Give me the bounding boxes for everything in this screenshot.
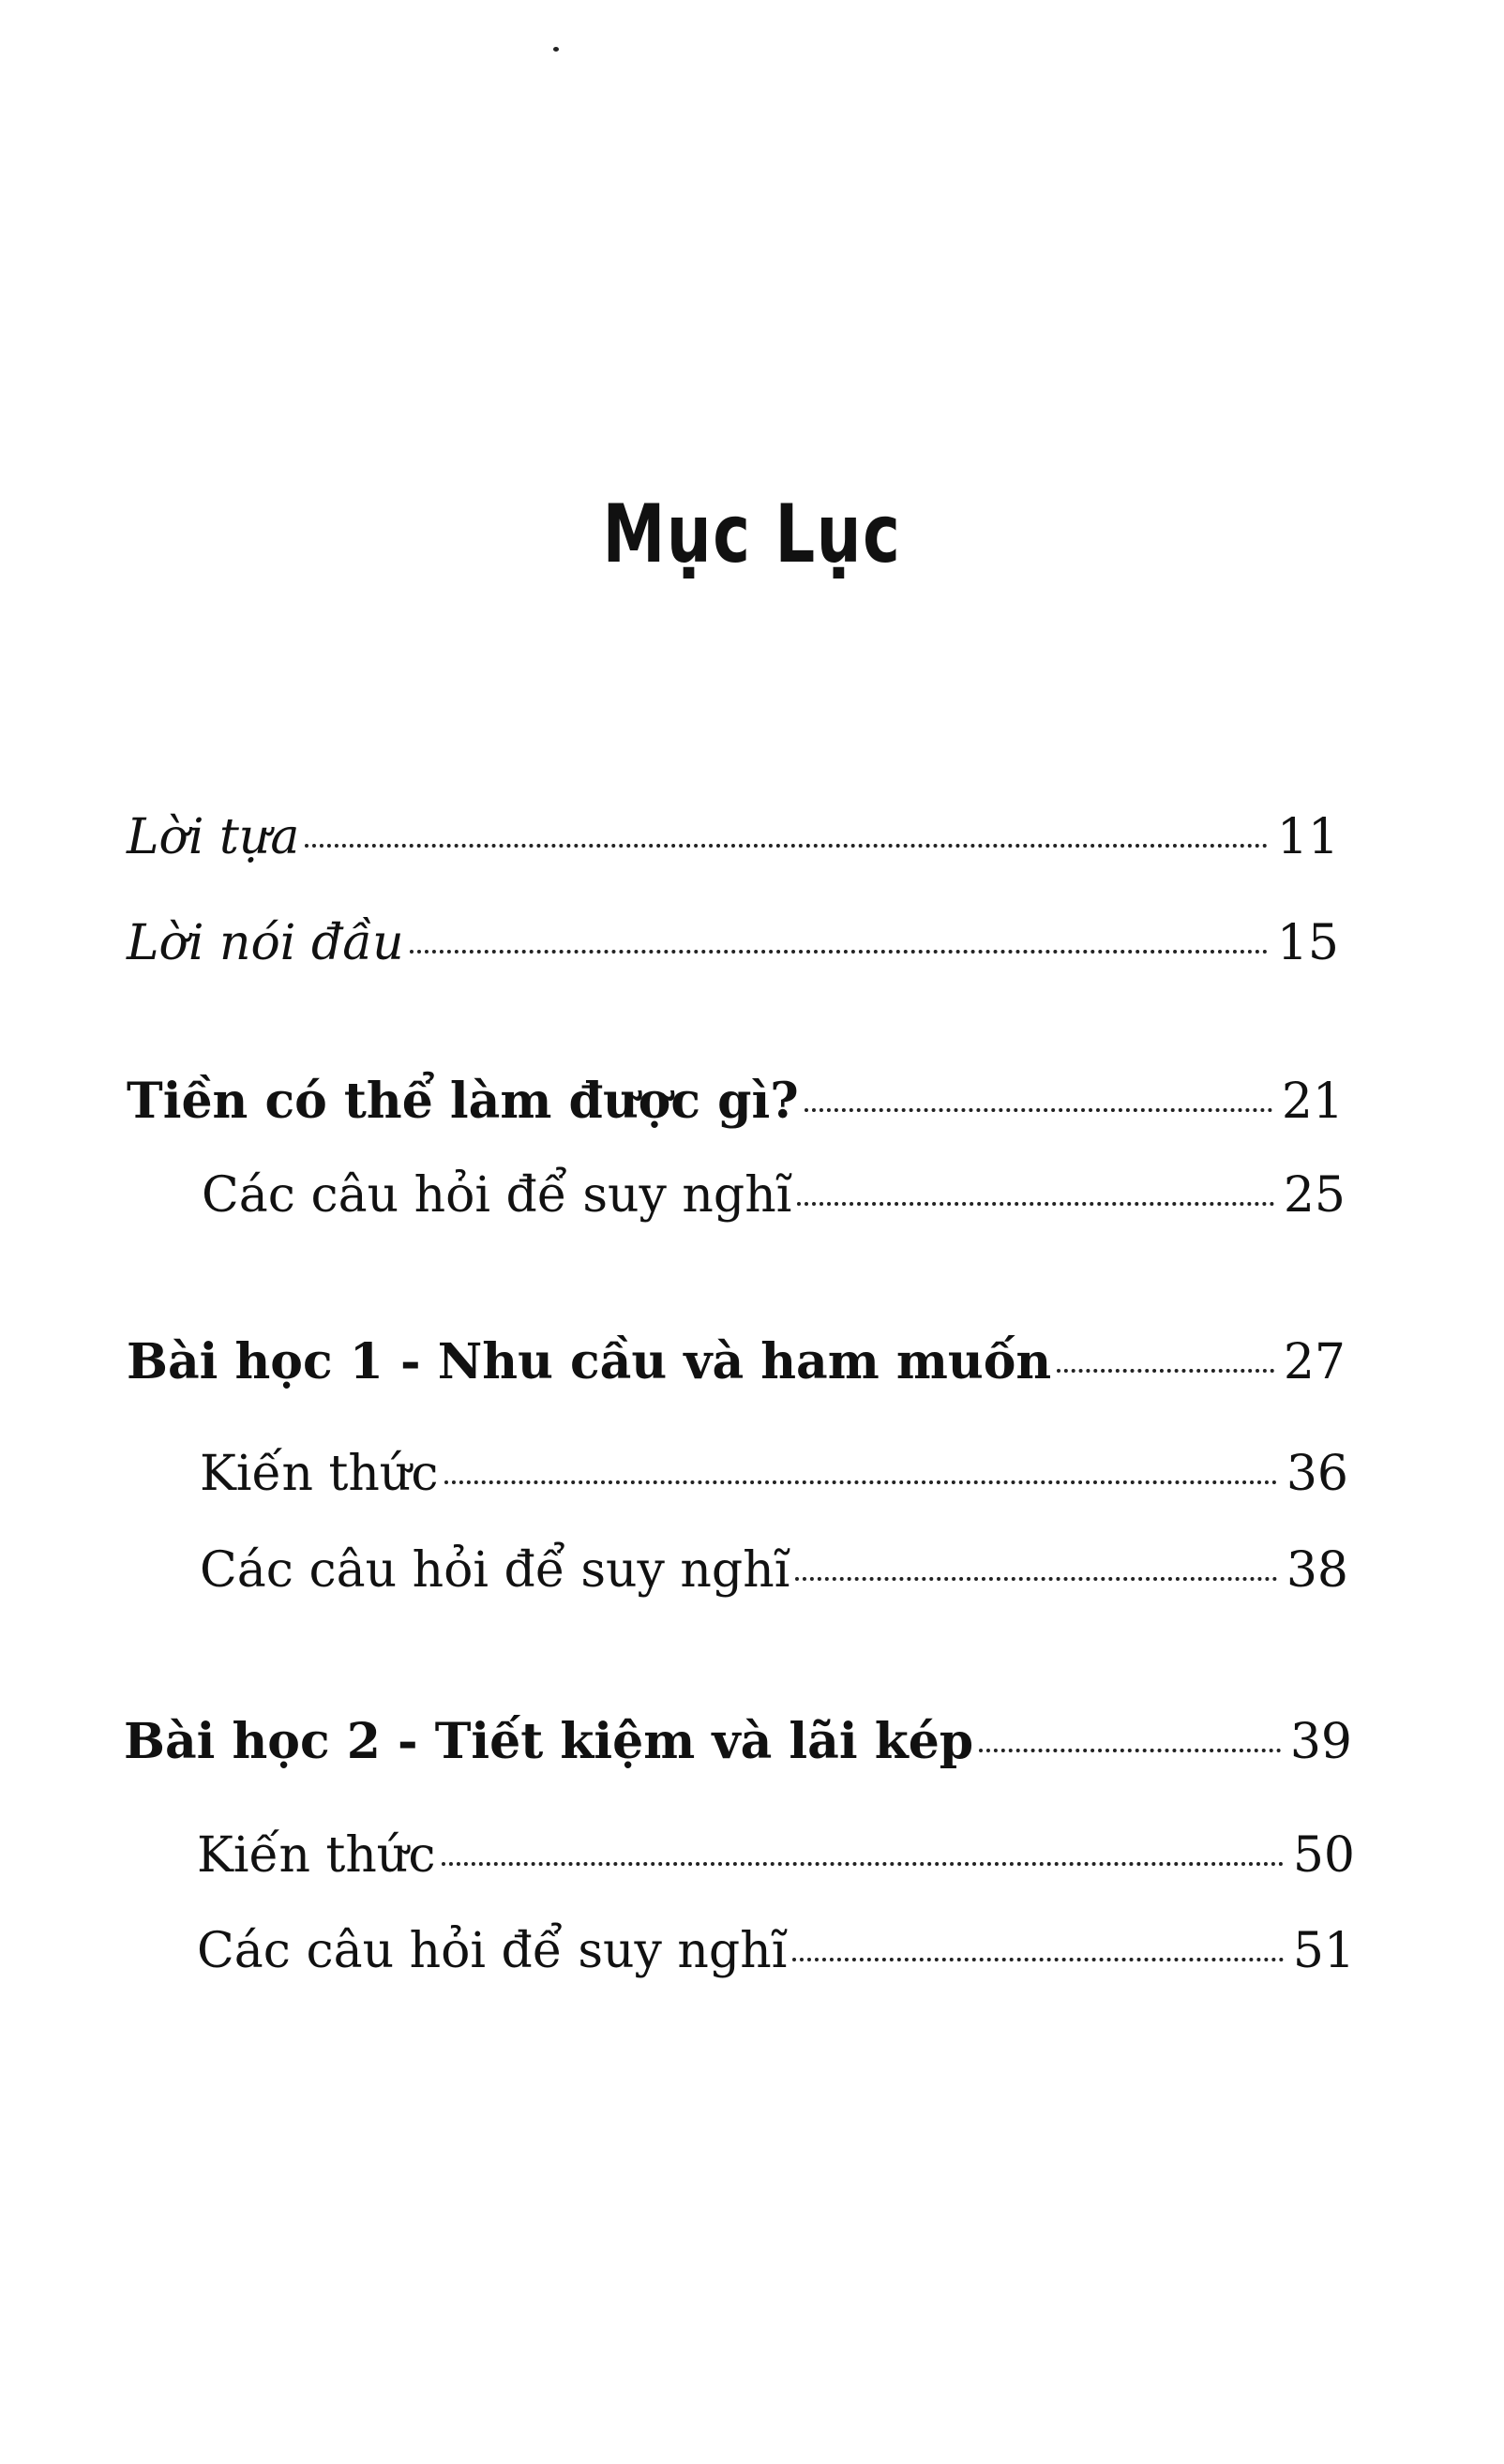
dot-leader	[410, 950, 1268, 954]
print-speck	[553, 47, 559, 52]
toc-page-number: 38	[1286, 1542, 1348, 1599]
toc-page-number: 39	[1289, 1714, 1352, 1770]
toc-entry-lesson-2-questions[interactable]	[197, 1918, 1355, 1984]
toc-entry-lesson-2[interactable]	[124, 1709, 1352, 1775]
toc-entry-intro-questions[interactable]	[202, 1163, 1346, 1228]
toc-entry-preface[interactable]	[127, 804, 1339, 870]
toc-entry-label: Lời nói đầu	[127, 915, 404, 971]
toc-entry-lesson-1-questions[interactable]	[200, 1538, 1348, 1603]
dot-leader	[797, 1202, 1273, 1206]
dot-leader	[979, 1749, 1281, 1752]
toc-entry-lesson-1-knowledge[interactable]	[200, 1441, 1348, 1507]
dot-leader	[805, 1108, 1272, 1112]
toc-entry-label: Các câu hỏi để suy nghĩ	[197, 1923, 788, 1979]
dot-leader	[442, 1862, 1284, 1866]
toc-page-number: 11	[1276, 809, 1339, 865]
dot-leader	[305, 844, 1267, 848]
toc-entry-label: Các câu hỏi để suy nghĩ	[200, 1542, 790, 1599]
dot-leader	[795, 1577, 1276, 1581]
toc-page-number: 27	[1283, 1334, 1346, 1390]
toc-page-number: 15	[1276, 915, 1339, 971]
dot-leader	[1057, 1369, 1274, 1373]
toc-page-number: 25	[1283, 1167, 1346, 1224]
page-title: Mục Lục	[602, 488, 902, 581]
toc-entry-label: Lời tựa	[127, 809, 300, 865]
toc-page-number: 51	[1292, 1923, 1355, 1979]
toc-entry-label: Bài học 2 - Tiết kiệm và lãi kép	[124, 1713, 974, 1770]
toc-page-number: 50	[1292, 1827, 1355, 1884]
toc-entry-intro[interactable]	[127, 1069, 1344, 1134]
toc-entry-label: Các câu hỏi để suy nghĩ	[202, 1167, 792, 1224]
toc-entry-lesson-1[interactable]	[127, 1330, 1346, 1395]
toc-page-number: 21	[1281, 1074, 1344, 1130]
toc-page-number: 36	[1286, 1446, 1348, 1502]
toc-entry-label: Bài học 1 - Nhu cầu và ham muốn	[127, 1333, 1052, 1390]
toc-entry-foreword[interactable]	[127, 910, 1339, 976]
toc-entry-label: Kiến thức	[200, 1446, 439, 1502]
dot-leader	[444, 1480, 1277, 1484]
toc-entry-label: Kiến thức	[197, 1827, 436, 1884]
toc-entry-label: Tiền có thể làm được gì?	[127, 1073, 799, 1130]
toc-entry-lesson-2-knowledge[interactable]	[197, 1823, 1355, 1888]
dot-leader	[792, 1958, 1283, 1961]
